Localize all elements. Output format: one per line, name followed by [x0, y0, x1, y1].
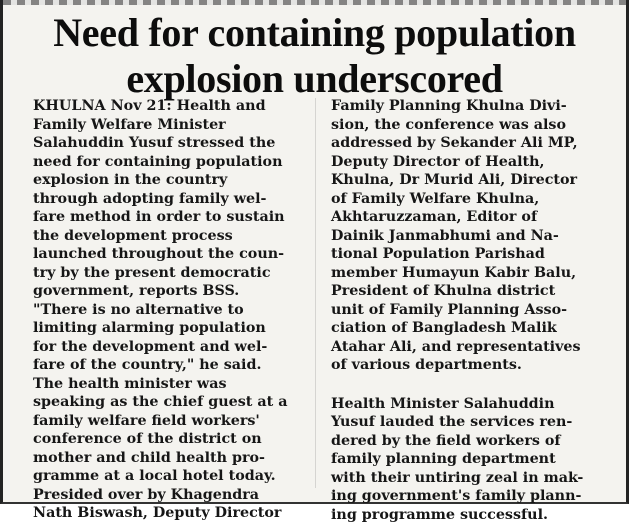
text-line: ciation of Bangladesh Malik	[331, 319, 603, 338]
text-line: gramme at a local hotel today.	[33, 467, 303, 486]
text-line: family planning department	[331, 450, 603, 469]
text-line: Nath Biswash, Deputy Director	[33, 504, 303, 523]
text-line: for the development and wel-	[33, 338, 303, 357]
text-line: President of Khulna district	[331, 282, 603, 301]
torn-top-edge	[3, 0, 626, 5]
text-line: KHULNA Nov 21: Health and	[33, 97, 303, 116]
text-line: Atahar Ali, and representatives	[331, 338, 603, 357]
text-line: fare of the country," he said.	[33, 356, 303, 375]
text-line: Yusuf lauded the services ren-	[331, 413, 603, 432]
text-line: Deputy Director of Health,	[331, 153, 603, 172]
right-column	[331, 97, 603, 524]
left-column	[33, 97, 303, 523]
paragraph-gap	[331, 375, 603, 395]
text-line: Family Welfare Minister	[33, 116, 303, 135]
text-line: sion, the conference was also	[331, 116, 603, 135]
text-line: ing government's family plann-	[331, 487, 603, 506]
text-line: mother and child health pro-	[33, 449, 303, 468]
text-line: launched throughout the coun-	[33, 245, 303, 264]
text-line: Presided over by Khagendra	[33, 486, 303, 505]
text-line: limiting alarming population	[33, 319, 303, 338]
text-line: need for containing population	[33, 153, 303, 172]
text-line: the development process	[33, 227, 303, 246]
text-line: ing programme successful.	[331, 506, 603, 524]
text-line: Salahuddin Yusuf stressed the	[33, 134, 303, 153]
right-column-paragraph-1	[331, 97, 603, 375]
text-line: Dainik Janmabhumi and Na-	[331, 227, 603, 246]
text-line: member Humayun Kabir Balu,	[331, 264, 603, 283]
text-line: of Family Welfare Khulna,	[331, 190, 603, 209]
text-line: "There is no alternative to	[33, 301, 303, 320]
text-line: family welfare field workers'	[33, 412, 303, 431]
text-line: explosion in the country	[33, 171, 303, 190]
text-line: addressed by Sekander Ali MP,	[331, 134, 603, 153]
headline	[3, 10, 626, 102]
text-line: speaking as the chief guest at a	[33, 393, 303, 412]
column-divider	[315, 98, 316, 488]
right-column-paragraph-2	[331, 395, 603, 524]
text-line: Family Planning Khulna Divi-	[331, 97, 603, 116]
text-line: dered by the field workers of	[331, 432, 603, 451]
text-line: through adopting family wel-	[33, 190, 303, 209]
text-line: Akhtaruzzaman, Editor of	[331, 208, 603, 227]
text-line: of various departments.	[331, 356, 603, 375]
text-line: fare method in order to sustain	[33, 208, 303, 227]
text-line: with their untiring zeal in mak-	[331, 469, 603, 488]
text-line: Health Minister Salahuddin	[331, 395, 603, 414]
headline-line-2: explosion underscored	[3, 56, 626, 102]
text-line: try by the present democratic	[33, 264, 303, 283]
text-line: The health minister was	[33, 375, 303, 394]
text-line: conference of the district on	[33, 430, 303, 449]
headline-line-1: Need for containing population	[3, 10, 626, 56]
text-line: government, reports BSS.	[33, 282, 303, 301]
text-line: unit of Family Planning Asso-	[331, 301, 603, 320]
text-line: Khulna, Dr Murid Ali, Director	[331, 171, 603, 190]
text-line: tional Population Parishad	[331, 245, 603, 264]
